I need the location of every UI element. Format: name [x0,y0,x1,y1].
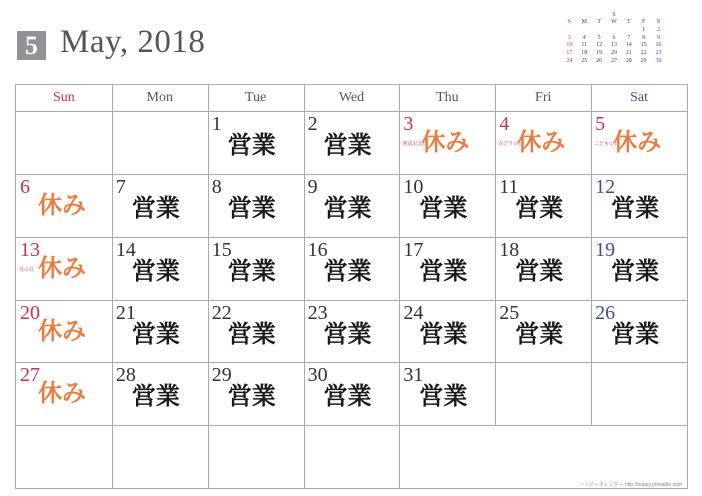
day-cell[interactable] [208,300,304,363]
mini-day: 23 [655,50,662,57]
day-cell[interactable] [208,237,304,300]
mini-day [592,27,607,35]
mini-day: 5 [597,34,601,41]
day-number: 28 [115,364,136,387]
day-number: 3 [403,113,414,135]
open-label: 営業 [227,319,276,348]
open-label: 営業 [131,319,180,348]
open-label: 営業 [515,256,564,285]
closed-label: 休み [613,128,662,156]
day-cell[interactable] [399,111,495,174]
closed-label: 休み [421,128,470,156]
open-label: 営業 [611,193,660,222]
mini-week-row [562,42,666,50]
mini-day: 1 [642,26,646,33]
day-number: 12 [595,175,616,198]
closed-label: 休み [38,379,86,408]
open-label: 営業 [323,319,372,348]
day-number: 7 [115,175,126,198]
mini-day: 15 [640,42,647,49]
mini-day: 19 [596,50,603,57]
mini-week-row [562,50,666,58]
day-number: 11 [499,175,519,198]
mini-day: 8 [642,34,646,41]
day-cell[interactable] [591,237,687,300]
day-cell[interactable] [112,174,208,237]
weekday-header-row [16,85,687,112]
mini-day: 9 [657,34,661,41]
open-label: 営業 [227,256,276,285]
mini-weekday-label: T [597,19,601,25]
day-number: 22 [211,301,232,324]
day-number: 31 [403,364,424,387]
open-label: 営業 [227,193,276,222]
day-cell[interactable] [495,174,591,237]
day-cell[interactable] [399,362,495,425]
day-cell[interactable] [112,237,208,300]
mini-day: 24 [566,57,573,64]
mini-day: 13 [610,42,617,49]
mini-weekday-label: S [656,19,661,25]
day-cell[interactable] [399,300,495,363]
mini-calendar-month: 6 [612,12,616,18]
mini-calendar-table [562,19,666,66]
day-number: 27 [20,364,40,387]
mini-day: 25 [581,57,588,64]
day-cell[interactable] [399,174,495,237]
mini-week-row [562,27,666,35]
open-label: 営業 [227,131,276,159]
closed-label: 休み [38,316,86,345]
day-cell[interactable] [495,237,591,300]
holiday-name: こどもの日 [594,141,620,147]
holiday-name: 母の日 [19,266,35,273]
mini-week-row [562,58,666,66]
open-label: 営業 [323,382,372,411]
day-cell[interactable] [16,174,112,237]
weekday-header-tue: Tue [244,90,267,105]
day-number: 1 [211,113,222,135]
open-label: 営業 [515,319,564,348]
day-cell[interactable] [208,174,304,237]
open-label: 営業 [323,131,372,159]
day-cell[interactable] [304,237,400,300]
day-cell[interactable] [304,174,400,237]
open-label: 営業 [419,193,468,222]
day-cell[interactable] [16,362,112,425]
day-number: 20 [20,301,40,324]
day-number: 14 [115,238,136,261]
mini-week-row [562,35,666,43]
mini-day: 16 [655,42,662,49]
mini-day: 2 [657,26,661,33]
day-number: 30 [307,364,328,387]
holiday-name: みどりの日 [498,141,524,147]
open-label: 営業 [227,382,276,411]
mini-day [562,27,577,35]
day-cell[interactable] [304,362,400,425]
open-label: 営業 [323,193,372,222]
mini-day: 6 [612,34,616,41]
mini-day: 29 [640,57,647,64]
day-number: 18 [499,238,520,261]
mini-day: 10 [566,42,573,49]
weekday-header-mon: Mon [146,90,173,105]
weekday-header-fri: Fri [535,90,552,105]
mini-day: 30 [655,57,662,64]
day-number: 26 [595,301,616,324]
day-number: 10 [403,175,424,198]
day-number: 21 [115,301,136,324]
month-calendar-grid [15,84,688,489]
day-cell[interactable] [591,111,687,174]
mini-day: 3 [567,34,571,41]
weekday-header-thu: Thu [436,90,459,105]
open-label: 営業 [611,319,660,348]
day-cell[interactable] [399,237,495,300]
day-cell[interactable] [495,111,591,174]
mini-day: 21 [625,50,632,57]
open-label: 営業 [323,256,372,285]
day-cell[interactable] [16,237,112,300]
day-number: 8 [211,175,222,198]
day-cell[interactable] [304,111,400,174]
closed-label: 休み [517,128,566,156]
open-label: 営業 [515,193,564,222]
weekday-header-sun: Sun [53,90,75,105]
open-label: 営業 [419,256,468,285]
footer-credit: ハッピーカレンダー http://happy.printable.com [579,482,682,488]
open-label: 営業 [131,256,180,285]
mini-day [621,27,636,35]
open-label: 営業 [419,382,468,411]
mini-day: 4 [582,34,586,41]
open-label: 営業 [611,256,660,285]
open-label: 営業 [131,382,180,411]
closed-label: 休み [38,190,86,219]
mini-day: 7 [627,34,631,41]
day-number: 23 [307,301,328,324]
day-number: 4 [499,113,510,135]
mini-day: 20 [610,50,617,57]
day-number: 25 [499,301,520,324]
mini-day: 28 [625,57,632,64]
day-number: 19 [595,238,616,261]
mini-day: 11 [581,42,588,49]
mini-day: 26 [596,57,603,64]
closed-label: 休み [38,253,86,282]
mini-weekday-label: S [567,19,572,25]
weekday-header-wed: Wed [338,90,365,105]
day-cell[interactable] [591,174,687,237]
mini-weekday-label: F [641,19,646,25]
day-number: 13 [20,238,40,261]
mini-weekday-row [562,19,666,27]
open-label: 営業 [131,193,180,222]
mini-day: 22 [640,50,647,57]
mini-day: 18 [581,50,588,57]
day-cell[interactable] [16,300,112,363]
mini-day [577,27,592,35]
day-number: 9 [307,175,318,198]
weekday-header-sat: Sat [630,90,648,105]
day-number: 6 [20,175,30,198]
open-label: 営業 [419,319,468,348]
day-number: 16 [307,238,328,261]
day-cell[interactable] [304,300,400,363]
day-number: 2 [307,113,318,135]
day-cell[interactable] [208,111,304,174]
day-number: 24 [403,301,424,324]
mini-calendar-next-month [562,11,666,66]
mini-weekday-label: W [611,19,617,25]
day-cell[interactable] [591,300,687,363]
mini-day: 14 [625,42,632,49]
mini-weekday-label: M [581,19,587,25]
day-number: 5 [595,113,606,135]
mini-weekday-label: T [626,19,631,25]
day-cell[interactable] [112,362,208,425]
page-title: May, 2018 [60,24,206,60]
day-number: 29 [211,364,232,387]
day-cell[interactable] [208,362,304,425]
mini-day [607,27,622,35]
mini-day: 17 [566,50,573,57]
mini-day: 27 [610,57,617,64]
mini-day: 12 [596,42,603,49]
day-number: 17 [403,238,424,261]
month-number-badge: 5 [17,31,46,60]
holiday-name: 憲法記念日 [402,141,428,147]
day-cell[interactable] [112,300,208,363]
day-number: 15 [211,238,232,261]
day-cell[interactable] [495,300,591,363]
